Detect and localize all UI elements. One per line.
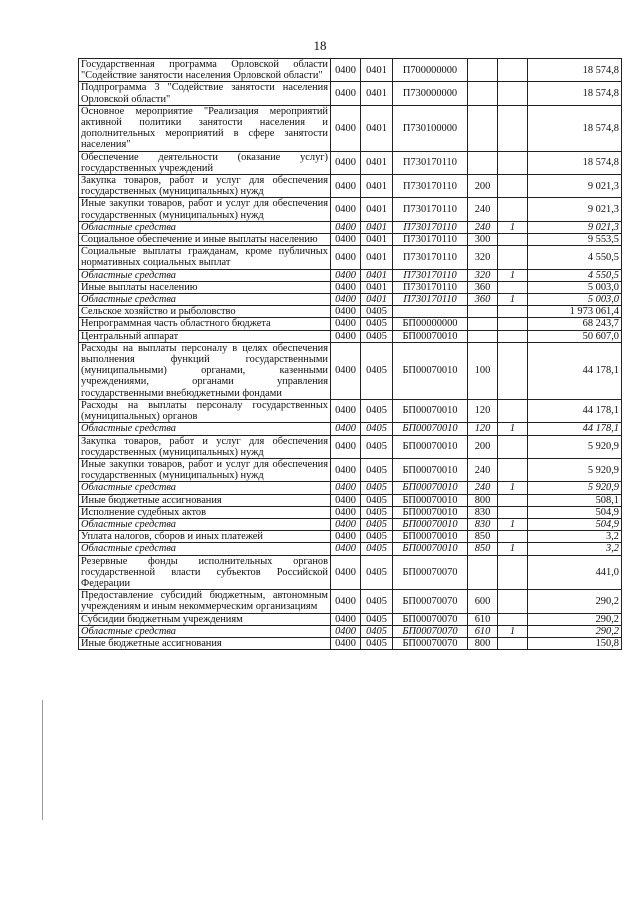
row-target-article-cell: БП00070010 (393, 423, 468, 435)
row-name-cell: Основное мероприятие "Реализация мероприятий активной политики занятости населения и дополнительных мероприятий в сфере занятости населения" (79, 105, 331, 151)
row-name-cell: Областные средства (79, 423, 331, 435)
row-amount-cell: 44 178,1 (528, 423, 622, 435)
row-target-article-cell: БП00070010 (393, 482, 468, 494)
row-expense-type-cell: 100 (468, 342, 498, 399)
row-expense-type-cell: 610 (468, 613, 498, 625)
row-section-cell: 0400 (331, 637, 361, 649)
row-name-cell: Предоставление субсидий бюджетным, автономным учреждениям и иным некоммерческим организациям (79, 590, 331, 613)
row-expense-type-cell: 320 (468, 269, 498, 281)
row-expense-type-cell: 240 (468, 221, 498, 233)
row-section-cell: 0400 (331, 175, 361, 198)
row-source-cell: 1 (498, 221, 528, 233)
row-subsection-cell: 0405 (361, 637, 393, 649)
row-section-cell: 0400 (331, 435, 361, 458)
row-name-cell: Иные закупки товаров, работ и услуг для обеспечения государственных (муниципальных) нужд (79, 198, 331, 221)
row-source-cell (498, 531, 528, 543)
row-source-cell (498, 306, 528, 318)
row-subsection-cell: 0405 (361, 613, 393, 625)
row-subsection-cell: 0401 (361, 151, 393, 174)
row-subsection-cell: 0405 (361, 518, 393, 530)
row-section-cell: 0400 (331, 590, 361, 613)
table-row (79, 506, 622, 518)
row-name-cell: Иные выплаты населению (79, 281, 331, 293)
row-name-cell: Государственная программа Орловской области "Содействие занятости населения Орловской области" (79, 59, 331, 82)
row-expense-type-cell (468, 105, 498, 151)
row-subsection-cell: 0401 (361, 175, 393, 198)
row-amount-cell: 44 178,1 (528, 342, 622, 399)
row-expense-type-cell (468, 59, 498, 82)
row-target-article-cell: БП00070070 (393, 555, 468, 590)
row-amount-cell: 504,9 (528, 518, 622, 530)
row-amount-cell: 44 178,1 (528, 399, 622, 422)
table-row (79, 175, 622, 198)
row-source-cell (498, 198, 528, 221)
row-target-article-cell: БП00070010 (393, 518, 468, 530)
row-subsection-cell: 0405 (361, 458, 393, 481)
row-source-cell (498, 435, 528, 458)
row-amount-cell: 5 920,9 (528, 482, 622, 494)
margin-mark (42, 700, 43, 820)
row-amount-cell: 18 574,8 (528, 59, 622, 82)
row-expense-type-cell: 830 (468, 518, 498, 530)
row-amount-cell: 4 550,5 (528, 246, 622, 269)
row-expense-type-cell: 200 (468, 175, 498, 198)
row-name-cell: Непрограммная часть областного бюджета (79, 318, 331, 330)
row-source-cell (498, 494, 528, 506)
table-row (79, 482, 622, 494)
row-expense-type-cell: 120 (468, 423, 498, 435)
row-subsection-cell: 0401 (361, 269, 393, 281)
row-name-cell: Сельское хозяйство и рыболовство (79, 306, 331, 318)
table-row (79, 518, 622, 530)
table-row (79, 637, 622, 649)
row-name-cell: Областные средства (79, 269, 331, 281)
row-subsection-cell: 0405 (361, 494, 393, 506)
row-section-cell: 0400 (331, 294, 361, 306)
row-target-article-cell: БП00070070 (393, 590, 468, 613)
row-target-article-cell: П730170110 (393, 221, 468, 233)
row-expense-type-cell: 360 (468, 294, 498, 306)
row-target-article-cell: БП00070010 (393, 342, 468, 399)
row-source-cell: 1 (498, 423, 528, 435)
table-row (79, 59, 622, 82)
row-name-cell: Иные закупки товаров, работ и услуг для обеспечения государственных (муниципальных) нужд (79, 458, 331, 481)
row-subsection-cell: 0401 (361, 281, 393, 293)
row-target-article-cell: БП00070070 (393, 613, 468, 625)
row-section-cell: 0400 (331, 82, 361, 105)
row-expense-type-cell: 240 (468, 198, 498, 221)
row-name-cell: Областные средства (79, 518, 331, 530)
row-section-cell: 0400 (331, 613, 361, 625)
row-expense-type-cell (468, 318, 498, 330)
row-source-cell (498, 82, 528, 105)
row-subsection-cell: 0401 (361, 221, 393, 233)
row-target-article-cell: П730170110 (393, 151, 468, 174)
row-amount-cell: 18 574,8 (528, 105, 622, 151)
row-amount-cell: 18 574,8 (528, 82, 622, 105)
row-name-cell: Расходы на выплаты персоналу государственных (муниципальных) органов (79, 399, 331, 422)
table-row (79, 306, 622, 318)
row-expense-type-cell: 800 (468, 637, 498, 649)
row-subsection-cell: 0405 (361, 590, 393, 613)
table-row (79, 458, 622, 481)
row-amount-cell: 5 920,9 (528, 458, 622, 481)
row-name-cell: Областные средства (79, 482, 331, 494)
page-number: 18 (313, 38, 327, 53)
table-row (79, 590, 622, 613)
row-amount-cell: 150,8 (528, 637, 622, 649)
row-amount-cell: 9 553,5 (528, 234, 622, 246)
row-expense-type-cell: 850 (468, 543, 498, 555)
row-amount-cell: 68 243,7 (528, 318, 622, 330)
table-row (79, 82, 622, 105)
row-section-cell: 0400 (331, 318, 361, 330)
row-source-cell (498, 246, 528, 269)
row-section-cell: 0400 (331, 543, 361, 555)
row-amount-cell: 9 021,3 (528, 175, 622, 198)
row-name-cell: Субсидии бюджетным учреждениям (79, 613, 331, 625)
table-row (79, 625, 622, 637)
row-expense-type-cell: 240 (468, 458, 498, 481)
row-section-cell: 0400 (331, 246, 361, 269)
table-row (79, 234, 622, 246)
row-expense-type-cell: 320 (468, 246, 498, 269)
table-row (79, 342, 622, 399)
row-name-cell: Областные средства (79, 543, 331, 555)
table-row (79, 531, 622, 543)
row-source-cell: 1 (498, 543, 528, 555)
row-amount-cell: 9 021,3 (528, 221, 622, 233)
row-name-cell: Расходы на выплаты персоналу в целях обеспечения выполнения функций государственными (муниципальными) органами, казенными учреждениями, органами управления государственными внебюджетными фондами (79, 342, 331, 399)
row-target-article-cell: БП00000000 (393, 318, 468, 330)
row-subsection-cell: 0405 (361, 625, 393, 637)
row-target-article-cell: П730000000 (393, 82, 468, 105)
table-row (79, 399, 622, 422)
row-source-cell: 1 (498, 625, 528, 637)
row-target-article-cell: П730170110 (393, 246, 468, 269)
row-section-cell: 0400 (331, 234, 361, 246)
table-row (79, 294, 622, 306)
row-target-article-cell: БП00070010 (393, 435, 468, 458)
row-target-article-cell: П730170110 (393, 198, 468, 221)
row-source-cell: 1 (498, 294, 528, 306)
row-amount-cell: 5 003,0 (528, 281, 622, 293)
row-amount-cell: 50 607,0 (528, 330, 622, 342)
row-target-article-cell: П730170110 (393, 294, 468, 306)
table-row (79, 543, 622, 555)
row-subsection-cell: 0405 (361, 555, 393, 590)
row-amount-cell: 5 920,9 (528, 435, 622, 458)
row-target-article-cell: БП00070010 (393, 458, 468, 481)
table-row (79, 246, 622, 269)
table-row (79, 435, 622, 458)
table-row (79, 198, 622, 221)
row-section-cell: 0400 (331, 531, 361, 543)
row-section-cell: 0400 (331, 198, 361, 221)
row-expense-type-cell (468, 330, 498, 342)
row-subsection-cell: 0401 (361, 234, 393, 246)
row-name-cell: Областные средства (79, 625, 331, 637)
row-source-cell: 1 (498, 518, 528, 530)
row-subsection-cell: 0405 (361, 342, 393, 399)
row-source-cell (498, 506, 528, 518)
row-amount-cell: 290,2 (528, 625, 622, 637)
row-section-cell: 0400 (331, 625, 361, 637)
row-target-article-cell: БП00070010 (393, 330, 468, 342)
row-amount-cell: 290,2 (528, 613, 622, 625)
row-subsection-cell: 0405 (361, 506, 393, 518)
row-subsection-cell: 0401 (361, 59, 393, 82)
table-row (79, 613, 622, 625)
table-row (79, 269, 622, 281)
row-amount-cell: 5 003,0 (528, 294, 622, 306)
row-target-article-cell: БП00070010 (393, 531, 468, 543)
row-expense-type-cell (468, 555, 498, 590)
row-target-article-cell: БП00070010 (393, 399, 468, 422)
row-target-article-cell: П700000000 (393, 59, 468, 82)
budget-table-body (79, 59, 622, 650)
table-row (79, 318, 622, 330)
row-expense-type-cell: 830 (468, 506, 498, 518)
row-amount-cell: 9 021,3 (528, 198, 622, 221)
row-amount-cell: 3,2 (528, 543, 622, 555)
row-amount-cell: 508,1 (528, 494, 622, 506)
row-target-article-cell (393, 306, 468, 318)
row-source-cell (498, 458, 528, 481)
row-subsection-cell: 0405 (361, 435, 393, 458)
row-subsection-cell: 0405 (361, 423, 393, 435)
row-amount-cell: 1 973 061,4 (528, 306, 622, 318)
row-name-cell: Уплата налогов, сборов и иных платежей (79, 531, 331, 543)
row-section-cell: 0400 (331, 482, 361, 494)
row-name-cell: Закупка товаров, работ и услуг для обеспечения государственных (муниципальных) нужд (79, 175, 331, 198)
row-name-cell: Иные бюджетные ассигнования (79, 494, 331, 506)
row-source-cell (498, 105, 528, 151)
row-subsection-cell: 0405 (361, 330, 393, 342)
row-name-cell: Закупка товаров, работ и услуг для обеспечения государственных (муниципальных) нужд (79, 435, 331, 458)
table-row (79, 494, 622, 506)
row-target-article-cell: П730170110 (393, 269, 468, 281)
budget-table (78, 58, 622, 650)
row-name-cell: Иные бюджетные ассигнования (79, 637, 331, 649)
row-target-article-cell: П730100000 (393, 105, 468, 151)
row-target-article-cell: П730170110 (393, 175, 468, 198)
row-expense-type-cell: 610 (468, 625, 498, 637)
row-subsection-cell: 0401 (361, 294, 393, 306)
row-target-article-cell: П730170110 (393, 234, 468, 246)
row-section-cell: 0400 (331, 555, 361, 590)
row-name-cell: Центральный аппарат (79, 330, 331, 342)
row-section-cell: 0400 (331, 151, 361, 174)
row-source-cell (498, 151, 528, 174)
table-row (79, 281, 622, 293)
row-expense-type-cell: 120 (468, 399, 498, 422)
row-section-cell: 0400 (331, 342, 361, 399)
row-target-article-cell: БП00070010 (393, 506, 468, 518)
row-subsection-cell: 0405 (361, 399, 393, 422)
row-expense-type-cell: 240 (468, 482, 498, 494)
table-row (79, 330, 622, 342)
row-source-cell (498, 330, 528, 342)
row-section-cell: 0400 (331, 306, 361, 318)
row-expense-type-cell (468, 306, 498, 318)
row-expense-type-cell (468, 82, 498, 105)
row-expense-type-cell: 800 (468, 494, 498, 506)
row-name-cell: Резервные фонды исполнительных органов государственной власти субъектов Российской Федерации (79, 555, 331, 590)
table-row (79, 221, 622, 233)
table-row (79, 151, 622, 174)
row-source-cell (498, 281, 528, 293)
row-source-cell (498, 637, 528, 649)
row-source-cell (498, 59, 528, 82)
row-source-cell (498, 234, 528, 246)
row-source-cell (498, 342, 528, 399)
row-target-article-cell: БП00070010 (393, 494, 468, 506)
row-amount-cell: 290,2 (528, 590, 622, 613)
row-source-cell (498, 590, 528, 613)
row-subsection-cell: 0401 (361, 105, 393, 151)
row-subsection-cell: 0405 (361, 318, 393, 330)
row-name-cell: Социальные выплаты гражданам, кроме публичных нормативных социальных выплат (79, 246, 331, 269)
row-section-cell: 0400 (331, 494, 361, 506)
row-source-cell: 1 (498, 269, 528, 281)
row-subsection-cell: 0401 (361, 246, 393, 269)
row-source-cell: 1 (498, 482, 528, 494)
row-expense-type-cell: 200 (468, 435, 498, 458)
row-subsection-cell: 0405 (361, 306, 393, 318)
row-amount-cell: 504,9 (528, 506, 622, 518)
row-expense-type-cell: 600 (468, 590, 498, 613)
row-section-cell: 0400 (331, 221, 361, 233)
row-section-cell: 0400 (331, 458, 361, 481)
row-section-cell: 0400 (331, 399, 361, 422)
row-name-cell: Подпрограмма 3 "Содействие занятости населения Орловской области" (79, 82, 331, 105)
row-section-cell: 0400 (331, 423, 361, 435)
row-name-cell: Обеспечение деятельности (оказание услуг) государственных учреждений (79, 151, 331, 174)
row-subsection-cell: 0405 (361, 482, 393, 494)
row-subsection-cell: 0405 (361, 543, 393, 555)
row-source-cell (498, 555, 528, 590)
row-target-article-cell: БП00070070 (393, 637, 468, 649)
table-row (79, 555, 622, 590)
row-section-cell: 0400 (331, 59, 361, 82)
table-row (79, 423, 622, 435)
row-section-cell: 0400 (331, 281, 361, 293)
row-amount-cell: 441,0 (528, 555, 622, 590)
row-source-cell (498, 399, 528, 422)
row-section-cell: 0400 (331, 269, 361, 281)
row-expense-type-cell: 360 (468, 281, 498, 293)
row-section-cell: 0400 (331, 506, 361, 518)
row-target-article-cell: П730170110 (393, 281, 468, 293)
row-subsection-cell: 0405 (361, 531, 393, 543)
row-expense-type-cell (468, 151, 498, 174)
row-subsection-cell: 0401 (361, 82, 393, 105)
row-expense-type-cell: 300 (468, 234, 498, 246)
row-name-cell: Социальное обеспечение и иные выплаты населению (79, 234, 331, 246)
row-source-cell (498, 613, 528, 625)
row-target-article-cell: БП00070010 (393, 543, 468, 555)
row-amount-cell: 3,2 (528, 531, 622, 543)
row-subsection-cell: 0401 (361, 198, 393, 221)
row-target-article-cell: БП00070070 (393, 625, 468, 637)
row-amount-cell: 4 550,5 (528, 269, 622, 281)
row-name-cell: Областные средства (79, 221, 331, 233)
row-name-cell: Областные средства (79, 294, 331, 306)
row-name-cell: Исполнение судебных актов (79, 506, 331, 518)
row-source-cell (498, 175, 528, 198)
row-section-cell: 0400 (331, 105, 361, 151)
table-row (79, 105, 622, 151)
row-section-cell: 0400 (331, 518, 361, 530)
row-source-cell (498, 318, 528, 330)
row-expense-type-cell: 850 (468, 531, 498, 543)
row-section-cell: 0400 (331, 330, 361, 342)
row-amount-cell: 18 574,8 (528, 151, 622, 174)
